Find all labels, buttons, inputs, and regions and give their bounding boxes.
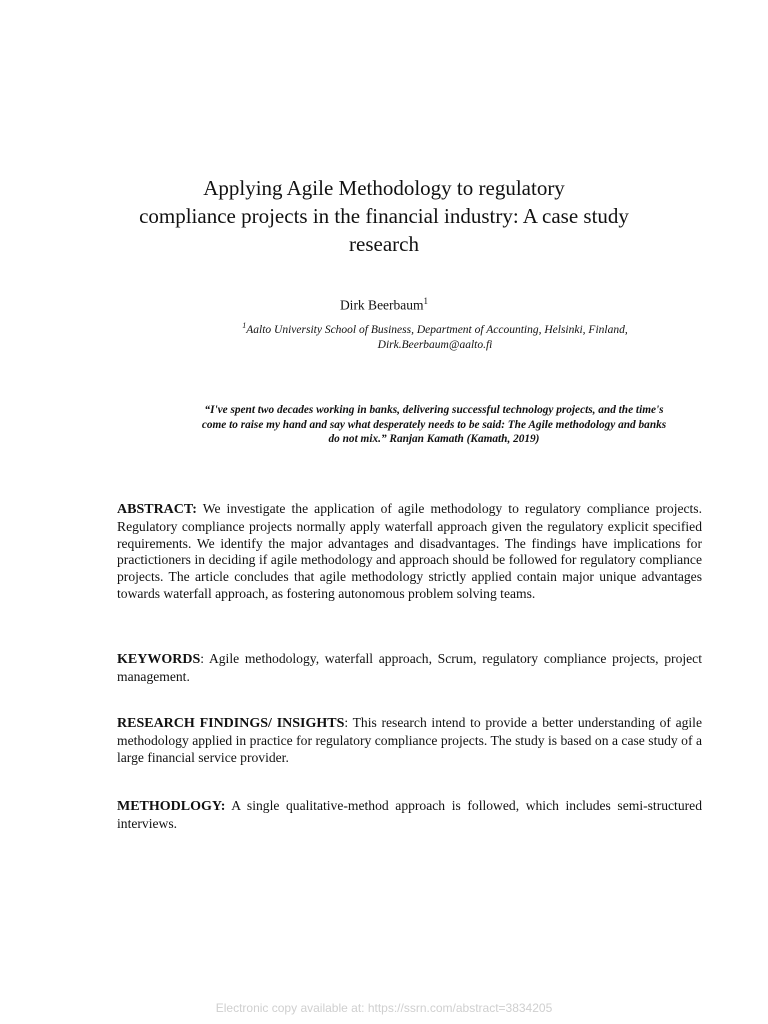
keywords-label: KEYWORDS bbox=[117, 652, 201, 667]
keywords-section bbox=[117, 651, 702, 686]
methodology-section bbox=[117, 798, 702, 833]
abstract-label: ABSTRACT: bbox=[117, 502, 197, 517]
findings-text: : This research intend to provide a better understanding of agile methodology applied in practice for regulatory compliance projects. The study is based on a case study of a large financial service provider. bbox=[117, 715, 702, 765]
quote-line: “I've spent two decades working in banks, delivering successful technology projects, and the time's bbox=[204, 404, 664, 416]
title-line: compliance projects in the financial industry: A case study bbox=[139, 204, 629, 228]
ssrn-footer: Electronic copy available at: https://ssrn.com/abstract=3834205 bbox=[215, 1001, 553, 1015]
findings-label: RESEARCH FINDINGS/ INSIGHTS bbox=[117, 716, 345, 731]
paper-title bbox=[100, 174, 668, 258]
affiliation-text: Aalto University School of Business, Department of Accounting, Helsinki, Finland, bbox=[246, 323, 628, 336]
abstract-text: We investigate the application of agile methodology to regulatory compliance projects. Regulatory compliance projects normally apply waterfall approach given the regulatory explicit specified requirements. We identify the major advantages and disadvantages. The findings have implications for practictioners in deciding if agile methodology and approach should be followed for regulatory compliance projects. The article concludes that agile methodology strictly applied contain major unique advantages towards waterfall approach, as fostering autonomous problem solving teams. bbox=[117, 501, 702, 601]
author-text: Dirk Beerbaum bbox=[339, 297, 424, 313]
quote-line: do not mix.” Ranjan Kamath (Kamath, 2019) bbox=[328, 433, 540, 445]
affiliation-email: Dirk.Beerbaum@aalto.fi bbox=[377, 338, 493, 351]
quote-line: come to raise my hand and say what desperately needs to be said: The Agile methodology and banks bbox=[201, 418, 667, 431]
author-affiliation bbox=[180, 318, 690, 353]
abstract-section bbox=[117, 501, 702, 603]
title-line: Applying Agile Methodology to regulatory bbox=[203, 176, 565, 200]
methodology-text: A single qualitative-method approach is followed, which includes semi-structured interviews. bbox=[117, 798, 702, 831]
findings-section bbox=[117, 715, 702, 766]
affiliation-line bbox=[180, 318, 690, 338]
author-name bbox=[0, 292, 768, 315]
title-line: research bbox=[349, 232, 419, 256]
affiliation-superscript: 1 bbox=[242, 321, 247, 330]
methodology-label: METHODLOGY: bbox=[117, 799, 226, 814]
keywords-text: : Agile methodology, waterfall approach, Scrum, regulatory compliance projects, project management. bbox=[117, 651, 702, 684]
author-superscript: 1 bbox=[423, 296, 429, 306]
epigraph-quote bbox=[160, 403, 708, 447]
